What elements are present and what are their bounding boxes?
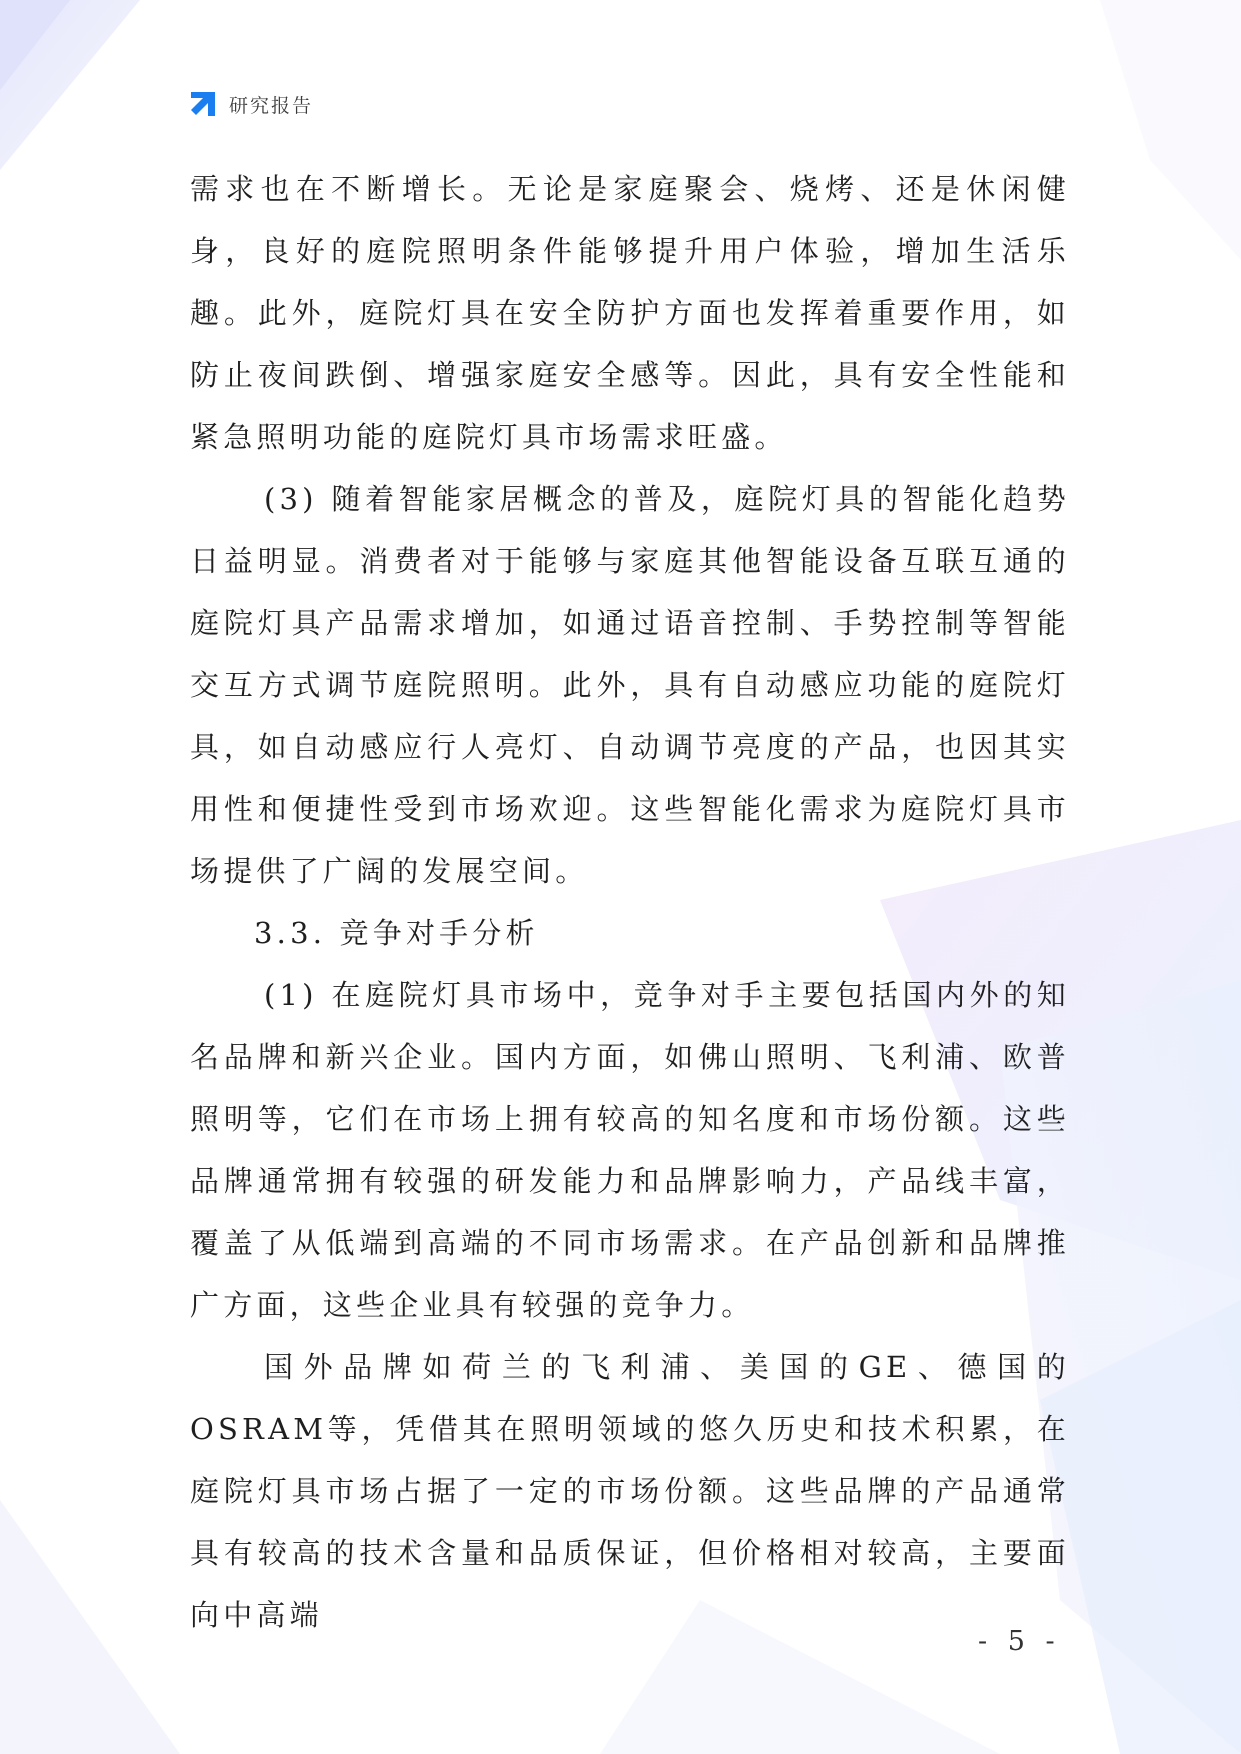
arrow-up-right-icon — [187, 88, 219, 120]
header-title: 研究报告 — [229, 94, 314, 117]
section-heading: 3.3. 竞争对手分析 — [254, 916, 539, 950]
body-paragraph: (3) 随着智能家居概念的普及，庭院灯具的智能化趋势日益明显。消费者对于能够与家庭其他智能设备互联互通的庭院灯具产品需求增加，如通过语音控制、手势控制等智能交互方式调节庭院照明。此外，具有自动感应功能的庭院灯具，如自动感应行人亮灯、自动调节亮度的产品，也因其实用性和便捷性受到市场欢迎。这些智能化需求为庭院灯具市场提供了广阔的发展空间。 — [190, 482, 1070, 888]
page-header — [187, 88, 313, 120]
body-paragraph: 需求也在不断增长。无论是家庭聚会、烧烤、还是休闲健身，良好的庭院照明条件能够提升用户体验，增加生活乐趣。此外，庭院灯具在安全防护方面也发挥着重要作用，如防止夜间跌倒、增强家庭安全感等。因此，具有安全性能和紧急照明功能的庭院灯具市场需求旺盛。 — [190, 172, 1070, 454]
body-paragraph: 国外品牌如荷兰的飞利浦、美国的GE、德国的OSRAM等，凭借其在照明领域的悠久历史和技术积累，在庭院灯具市场占据了一定的市场份额。这些品牌的产品通常具有较高的技术含量和品质保证，但价格相对较高，主要面向中高端 — [190, 1350, 1070, 1632]
body-paragraph: (1) 在庭院灯具市场中，竞争对手主要包括国内外的知名品牌和新兴企业。国内方面，如佛山照明、飞利浦、欧普照明等，它们在市场上拥有较高的知名度和市场份额。这些品牌通常拥有较强的研发能力和品牌影响力，产品线丰富，覆盖了从低端到高端的不同市场需求。在产品创新和品牌推广方面，这些企业具有较强的竞争力。 — [190, 978, 1070, 1322]
document-body — [190, 158, 1070, 1646]
page-number: - 5 - — [978, 1626, 1061, 1657]
